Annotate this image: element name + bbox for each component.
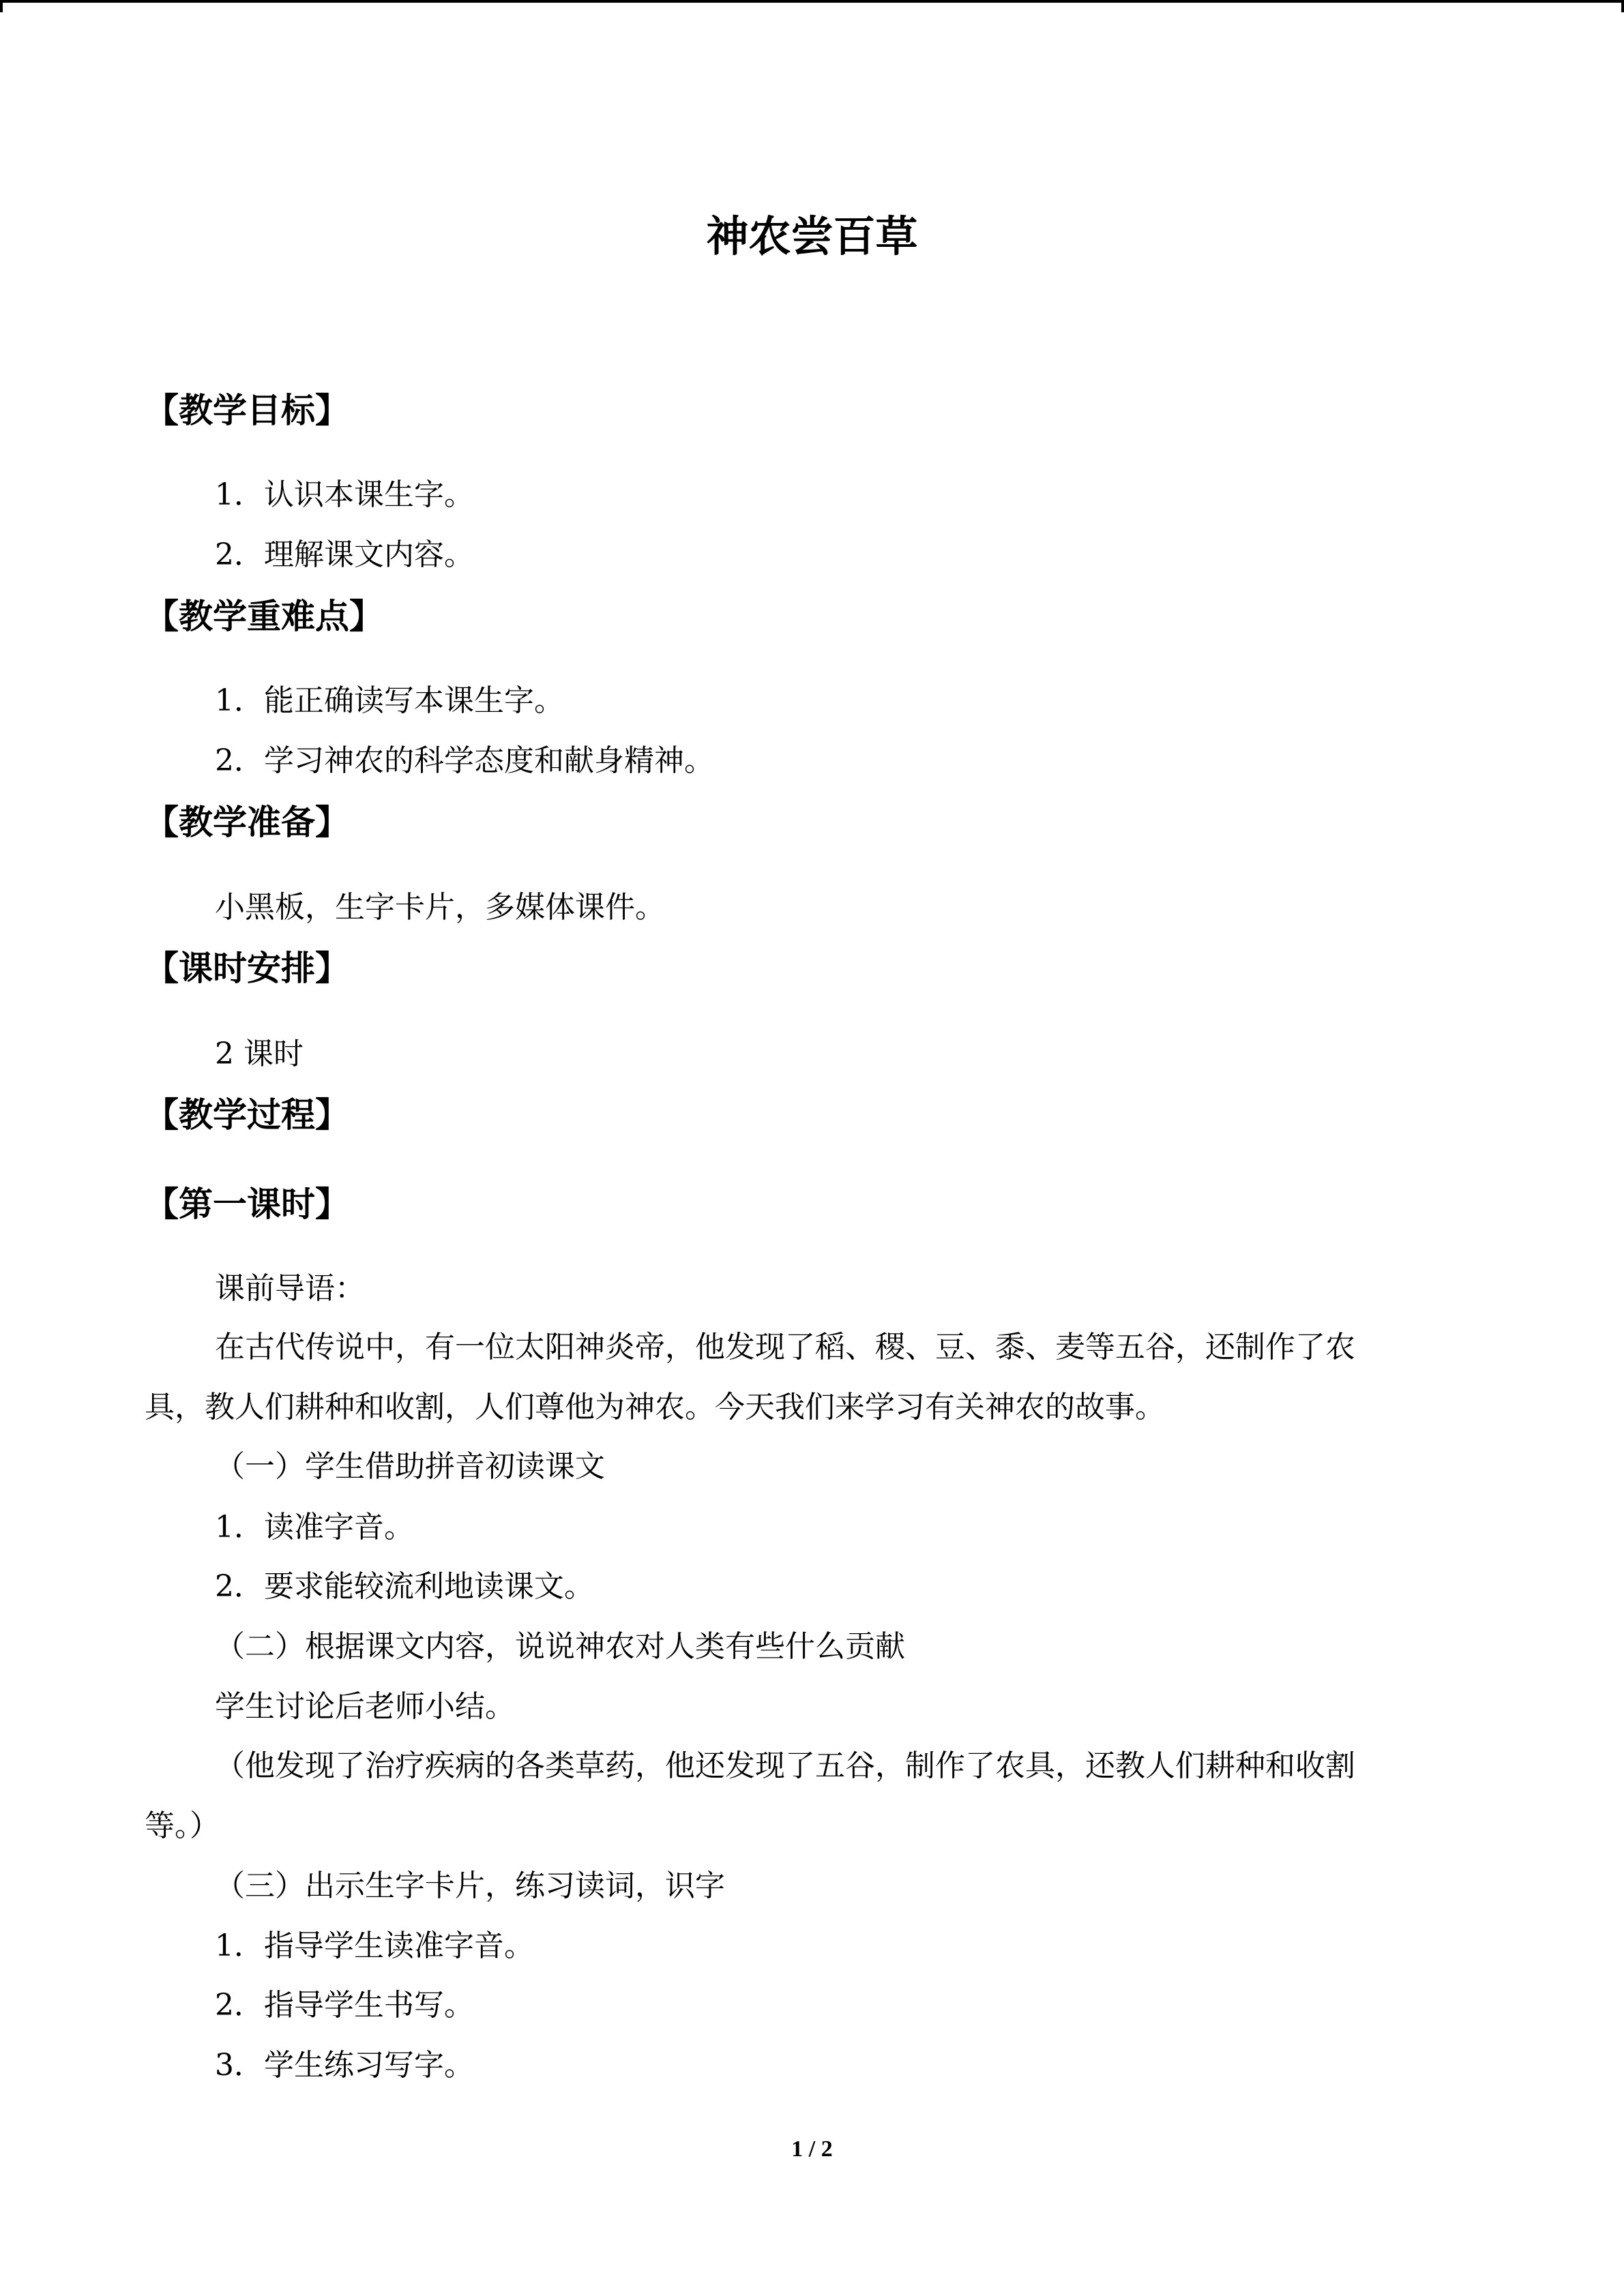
goal-item-2: 2．理解课文内容。 xyxy=(215,537,474,572)
part-2-title: （二）根据课文内容，说说神农对人类有些什么贡献 xyxy=(215,1629,905,1664)
heading-first-lesson: 【第一课时】 xyxy=(145,1184,349,1224)
intro-label: 课前导语： xyxy=(215,1271,365,1306)
top-left-corner-mark xyxy=(0,0,3,12)
key-point-item-1: 1．能正确读写本课生字。 xyxy=(215,683,564,718)
heading-preparation: 【教学准备】 xyxy=(145,803,349,842)
page-number: 1 / 2 xyxy=(791,2136,833,2162)
intro-paragraph-line-2: 具，教人们耕种和收割，人们尊他为神农。今天我们来学习有关神农的故事。 xyxy=(145,1390,1165,1425)
preparation-text: 小黑板，生字卡片，多媒体课件。 xyxy=(215,890,665,925)
goal-item-1: 1．认识本课生字。 xyxy=(215,477,474,512)
part-1-item-2: 2．要求能较流利地读课文。 xyxy=(215,1569,594,1604)
part-2-text: 学生讨论后老师小结。 xyxy=(215,1689,515,1724)
part-3-item-3: 3．学生练习写字。 xyxy=(215,2048,474,2083)
heading-schedule: 【课时安排】 xyxy=(145,949,349,988)
part-3-title: （三）出示生字卡片，练习读词，识字 xyxy=(215,1868,725,1903)
key-point-item-2: 2．学习神农的科学态度和献身精神。 xyxy=(215,743,714,778)
part-2-note-line-2: 等。） xyxy=(145,1808,220,1843)
part-3-item-2: 2．指导学生书写。 xyxy=(215,1988,474,2023)
part-1-item-1: 1．读准字音。 xyxy=(215,1510,414,1545)
top-border-line xyxy=(0,0,1624,3)
part-1-title: （一）学生借助拼音初读课文 xyxy=(215,1449,605,1484)
document-title: 神农尝百草 xyxy=(706,211,918,261)
top-right-corner-mark xyxy=(1621,0,1624,12)
schedule-text: 2 课时 xyxy=(215,1037,304,1071)
heading-teaching-process: 【教学过程】 xyxy=(145,1095,349,1135)
part-2-note-line-1: （他发现了治疗疾病的各类草药，他还发现了五谷，制作了农具，还教人们耕种和收割 xyxy=(215,1748,1355,1783)
heading-teaching-goals: 【教学目标】 xyxy=(145,391,349,430)
part-3-item-1: 1．指导学生读准字音。 xyxy=(215,1928,534,1963)
intro-paragraph-line-1: 在古代传说中，有一位太阳神炎帝，他发现了稻、稷、豆、黍、麦等五谷，还制作了农 xyxy=(215,1330,1355,1365)
heading-key-points: 【教学重难点】 xyxy=(145,597,383,636)
